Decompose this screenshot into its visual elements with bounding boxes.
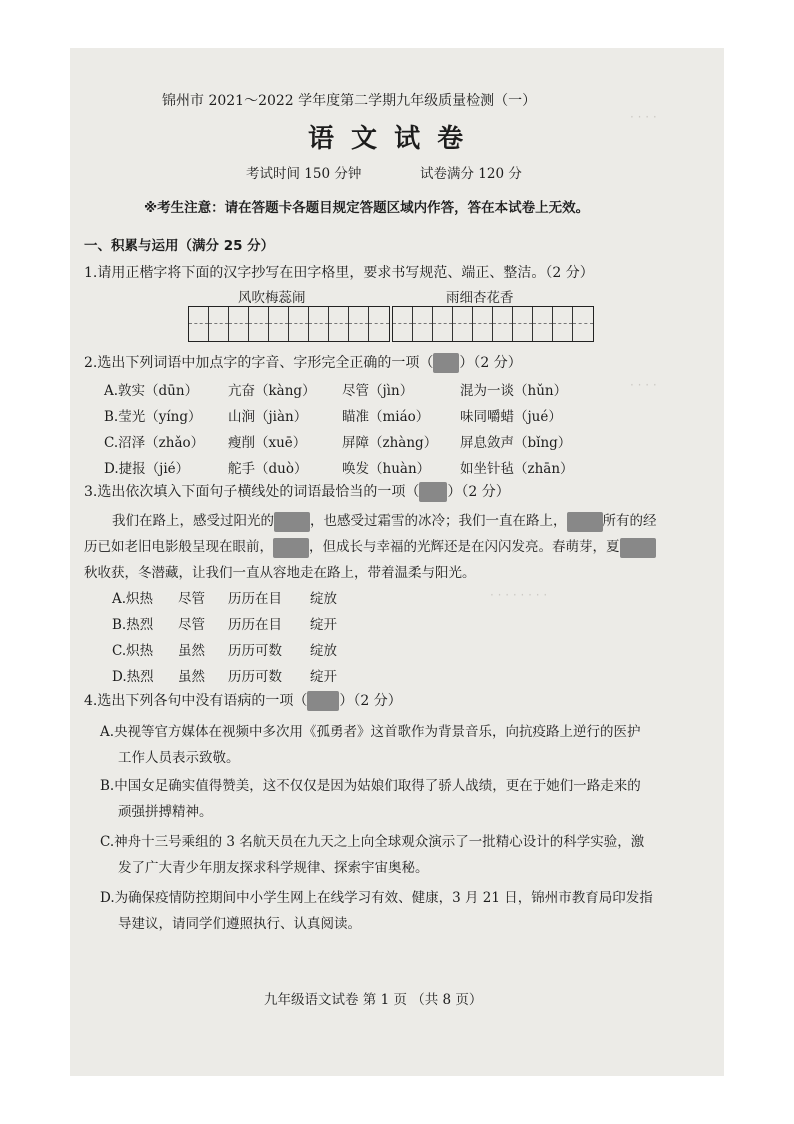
- question-1-stem: 1.请用正楷字将下面的汉字抄写在田字格里，要求书写规范、端正、整洁。（2 分）: [84, 265, 594, 281]
- option-2d-1: D.捷报（jié）: [104, 461, 190, 477]
- exam-time: 考试时间 150 分钟: [246, 166, 362, 182]
- option-4b-line-2: 顽强拼搏精神。: [118, 804, 213, 820]
- question-3-passage-line-1: [112, 509, 657, 532]
- option-2c-4: 屏息敛声（bǐng）: [460, 435, 572, 451]
- option-3b-4: 绽开: [310, 617, 337, 633]
- writing-grid-left[interactable]: [188, 306, 390, 342]
- passage-text: 所有的经: [602, 513, 657, 529]
- passage-text: ，但成长与幸福的光辉还是在闪闪发亮。春萌芽，夏: [309, 539, 620, 555]
- option-3a-1: A.炽热: [112, 591, 154, 607]
- answer-blank-redacted: [307, 691, 339, 711]
- writing-grid-right[interactable]: [392, 306, 594, 342]
- option-2a-2: 亢奋（kàng）: [228, 383, 316, 399]
- option-2c-3: 屏障（zhàng）: [342, 435, 438, 451]
- full-score: 试卷满分 120 分: [420, 166, 522, 182]
- fill-blank: [567, 512, 603, 532]
- option-4a-line-2: 工作人员表示致敬。: [118, 750, 240, 766]
- candidate-notice: ※考生注意：请在答题卡各题目规定答题区域内作答，答在本试卷上无效。: [144, 200, 590, 216]
- question-4-stem: [84, 690, 402, 711]
- option-3a-3: 历历在目: [228, 591, 282, 607]
- option-4c-line-2: 发了广大青少年朋友探求科学规律、探索宇宙奥秘。: [118, 860, 429, 876]
- answer-blank-redacted: [419, 482, 447, 502]
- option-3c-3: 历历可数: [228, 643, 282, 659]
- option-2b-4: 味同嚼蜡（jué）: [460, 409, 562, 425]
- option-3d-4: 绽开: [310, 669, 337, 685]
- option-3c-2: 虽然: [178, 643, 205, 659]
- option-4d-line-2: 导建议，请同学们遵照执行、认真阅读。: [118, 916, 361, 932]
- answer-blank-redacted: [433, 353, 459, 373]
- option-2d-2: 舵手（duò）: [228, 461, 308, 477]
- option-3a-2: 尽管: [178, 591, 205, 607]
- option-2a-3: 尽管（jìn）: [342, 383, 414, 399]
- option-2a-4: 混为一谈（hǔn）: [460, 383, 568, 399]
- phrase-left: 风吹梅蕊闹: [238, 290, 306, 306]
- option-4c-line-1: C.神舟十三号乘组的 3 名航天员在九天之上向全球观众演示了一批精心设计的科学实验，激: [100, 834, 645, 850]
- option-4d-line-1: D.为确保疫情防控期间中小学生网上在线学习有效、健康，3 月 21 日，锦州市教育局印发指: [100, 890, 653, 906]
- question-4-stem-a: 4.选出下列各句中没有语病的一项（: [84, 693, 308, 709]
- bleed-through-text: · · · ·: [630, 378, 657, 392]
- question-3-passage-line-3: 秋收获，冬潜藏，让我们一直从容地走在路上，带着温柔与阳光。: [84, 565, 476, 581]
- option-3c-1: C.炽热: [112, 643, 154, 659]
- passage-text: 历已如老旧电影般呈现在眼前，: [84, 539, 273, 555]
- option-3b-2: 尽管: [178, 617, 205, 633]
- option-2b-1: B.莹光（yíng）: [104, 409, 202, 425]
- fill-blank: [620, 538, 656, 558]
- option-2c-1: C.沼泽（zhǎo）: [104, 435, 205, 451]
- question-3-passage-line-2: [84, 535, 656, 558]
- option-4b-line-1: B.中国女足确实值得赞美，这不仅仅是因为姑娘们取得了骄人战绩，更在于她们一路走来的: [100, 778, 641, 794]
- question-4-stem-b: ）（2 分）: [339, 693, 402, 709]
- option-2b-3: 瞄准（miáo）: [342, 409, 430, 425]
- question-3-stem-b: ）（2 分）: [447, 484, 510, 500]
- option-3d-2: 虽然: [178, 669, 205, 685]
- bleed-through-text: · · · ·: [630, 110, 657, 124]
- fill-blank: [273, 538, 309, 558]
- option-3b-1: B.热烈: [112, 617, 154, 633]
- section-heading: 一、积累与运用（满分 25 分）: [84, 238, 275, 254]
- option-3c-4: 绽放: [310, 643, 337, 659]
- subject-title: 语 文 试 卷: [308, 124, 468, 154]
- option-2d-3: 唤发（huàn）: [342, 461, 431, 477]
- passage-text: 我们在路上，感受过阳光的: [112, 513, 274, 529]
- phrase-right: 雨细杏花香: [446, 290, 514, 306]
- exam-title: 锦州市 2021～2022 学年度第二学期九年级质量检测（一）: [162, 93, 537, 109]
- option-3d-3: 历历可数: [228, 669, 282, 685]
- option-3a-4: 绽放: [310, 591, 337, 607]
- option-4a-line-1: A.央视等官方媒体在视频中多次用《孤勇者》这首歌作为背景音乐，向抗疫路上逆行的医护: [100, 724, 641, 740]
- option-2c-2: 瘦削（xuē）: [228, 435, 307, 451]
- question-2-stem-b: ）（2 分）: [459, 355, 522, 371]
- exam-paper: [70, 48, 724, 1076]
- option-2d-4: 如坐针毡（zhān）: [460, 461, 574, 477]
- page-footer: 九年级语文试卷 第 1 页 （共 8 页）: [264, 992, 483, 1008]
- passage-text: ，也感受过霜雪的冰冷；我们一直在路上，: [310, 513, 567, 529]
- question-3-stem-a: 3.选出依次填入下面句子横线处的词语最恰当的一项（: [84, 484, 420, 500]
- option-2a-1: A.敦实（dūn）: [104, 383, 199, 399]
- bleed-through-text: · · · · · · · ·: [490, 588, 548, 602]
- question-2-stem: [84, 352, 522, 373]
- option-2b-2: 山涧（jiàn）: [228, 409, 308, 425]
- option-3d-1: D.热烈: [112, 669, 154, 685]
- fill-blank: [274, 512, 310, 532]
- option-3b-3: 历历在目: [228, 617, 282, 633]
- question-3-stem: [84, 481, 510, 502]
- question-2-stem-a: 2.选出下列词语中加点字的字音、字形完全正确的一项（: [84, 355, 434, 371]
